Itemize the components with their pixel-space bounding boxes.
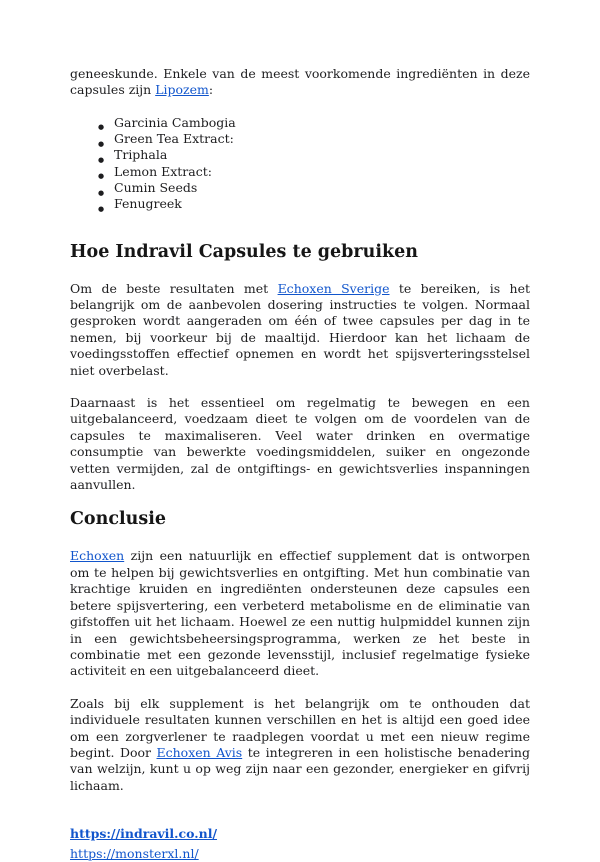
echoxen-sverige-link[interactable]: Echoxen Sverige: [277, 280, 390, 296]
footer-links: [70, 823, 530, 862]
monsterxl-url-link[interactable]: https://monsterxl.nl/: [70, 845, 199, 861]
intro-text-after: :: [208, 82, 214, 98]
paragraph-conclusion-2: [70, 696, 530, 794]
ingredient-list: [70, 115, 530, 213]
list-item: ● Green Tea Extract:: [98, 131, 530, 147]
list-item: ● Fenugreek: [98, 196, 530, 212]
echoxen-link[interactable]: Echoxen: [70, 548, 125, 564]
paragraph-intro: [70, 66, 530, 99]
list-item: ● Cumin Seeds: [98, 180, 530, 196]
heading-conclusion: Conclusie: [70, 509, 166, 530]
usage-text-after: te bereiken, is het belangrijk om de aanbevolen dosering instructies te volgen. Normaal gesproken wordt aangeraden om één of twee capsules per dag in te nemen, bij voorkeur bij de maaltijd. Hierdoor kan het lichaam de voedingsstoffen effectief opnemen en wordt het spijsverteringsstelsel niet overbelast.: [70, 280, 530, 378]
list-item: ● Garcinia Cambogia: [98, 115, 530, 131]
intro-text-before: geneeskunde. Enkele van de meest voorkomende ingrediënten in deze capsules zijn: [70, 66, 530, 98]
paragraph-usage-2: Daarnaast is het essentieel om regelmatig te bewegen en een uitgebalanceerd, voedzaam dieet te volgen om de voordelen van de capsules te maximaliseren. Veel water drinken en overmatige consumptie van bewerkte voedingsmiddelen, suiker en ongezonde vetten vermijden, zal de ontgiftings- en gewichtsverlies inspanningen aanvullen.: [70, 395, 530, 493]
paragraph-usage-1: [70, 281, 530, 379]
conclusion-text-after: zijn een natuurlijk en effectief supplement dat is ontworpen om te helpen bij gewichtsverlies en ontgifting. Met hun combinatie van krachtige kruiden en ingrediënten ondersteunen deze capsules een betere spijsvertering, een verbeterd metabolisme en de eliminatie van gifstoffen uit het lichaam. Hoewel ze een nuttig hulpmiddel kunnen zijn in een gewichtsbeheersingsprogramma, werken ze het beste in combinatie met een gezonde levensstijl, inclusief regelmatige fysieke activiteit en een uitgebalanceerd dieet.: [70, 548, 530, 679]
conclusion2-text-before: Zoals bij elk supplement is het belangrijk om te onthouden dat individuele resultaten kunnen verschillen en het is altijd een goed idee om een zorgverlener te raadplegen voordat u met een nieuw regime begint. Door: [70, 695, 530, 760]
heading-how-to-use: Hoe Indravil Capsules te gebruiken: [70, 241, 418, 262]
lipozem-link[interactable]: Lipozem: [155, 82, 209, 98]
list-item: ● Lemon Extract:: [98, 164, 530, 180]
echoxen-avis-link[interactable]: Echoxen Avis: [156, 744, 243, 760]
conclusion2-text-after: te integreren in een holistische benadering van welzijn, kunt u op weg zijn naar een gezonder, energieker en gifvrij lichaam.: [70, 744, 530, 793]
usage-text-before: Om de beste resultaten met: [70, 280, 278, 296]
paragraph-conclusion-1: [70, 548, 530, 679]
indravil-url-link[interactable]: https://indravil.co.nl/: [70, 826, 218, 842]
list-item: ● Triphala: [98, 147, 530, 163]
